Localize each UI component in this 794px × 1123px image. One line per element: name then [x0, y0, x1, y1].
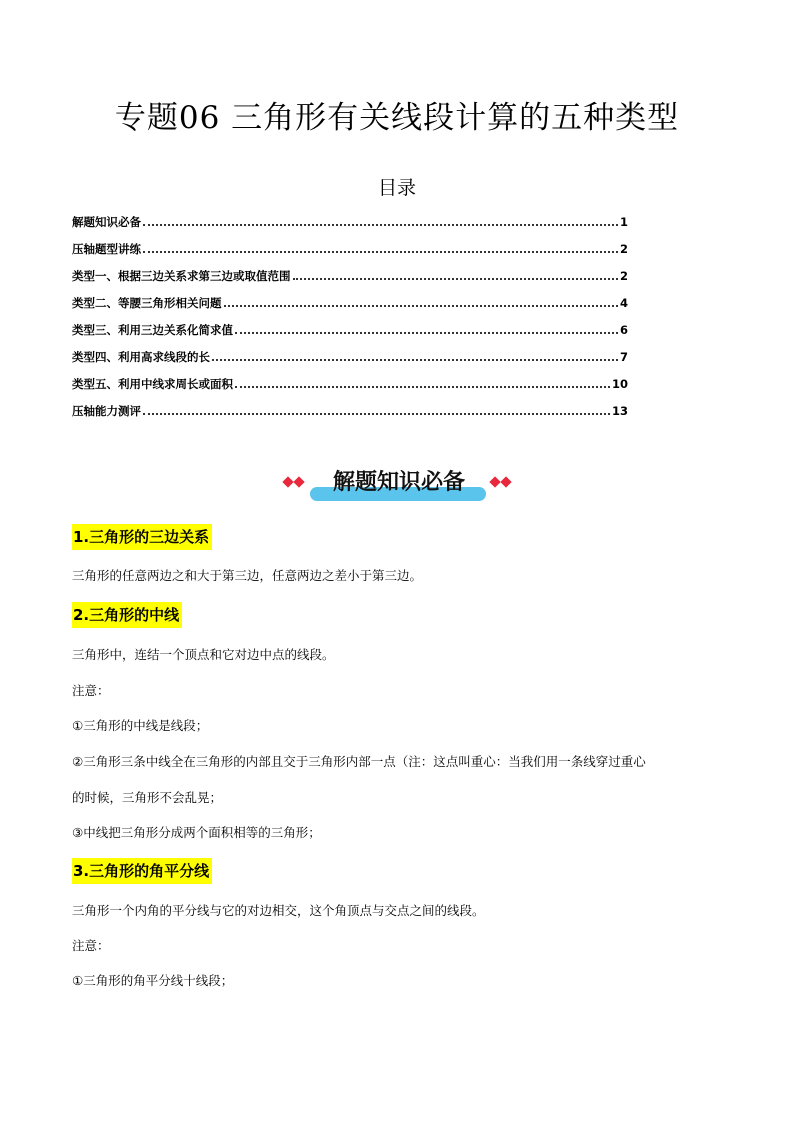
- toc-leader-dots: [224, 304, 618, 307]
- section-paragraph: ①三角形的角平分线十线段；: [72, 973, 234, 988]
- section-paragraph: 注意：: [72, 683, 110, 698]
- toc-entry-title: 类型四、利用高求线段的长: [72, 350, 210, 364]
- toc-entry-page: 10: [611, 377, 628, 391]
- toc-leader-dots: [143, 250, 618, 253]
- section-paragraph: ③中线把三角形分成两个面积相等的三角形；: [72, 825, 321, 840]
- toc-entry[interactable]: [72, 257, 628, 284]
- toc-entry-title: 类型一、根据三边关系求第三边或取值范围: [72, 269, 291, 283]
- section-paragraph: 注意：: [72, 938, 110, 953]
- section-paragraph: ②三角形三条中线全在三角形的内部且交于三角形内部一点（注：这点叫重心：当我们用一条线穿过重心: [72, 754, 646, 769]
- toc-entry-page: 2: [619, 269, 628, 283]
- section-heading: 1.三角形的三边关系: [72, 524, 212, 550]
- toc-leader-dots: [293, 277, 618, 280]
- toc-entry-page: 7: [619, 350, 628, 364]
- toc-entry-title: 解题知识必备: [72, 215, 141, 229]
- section-heading: 3.三角形的角平分线: [72, 858, 212, 884]
- toc-entry[interactable]: [72, 365, 628, 392]
- toc-leader-dots: [235, 385, 610, 388]
- toc-entry[interactable]: [72, 230, 628, 257]
- toc-entry-page: 1: [619, 215, 628, 229]
- toc-leader-dots: [235, 331, 618, 334]
- toc-entry-title: 压轴题型讲练: [72, 242, 141, 256]
- section-paragraph: 三角形一个内角的平分线与它的对边相交，这个角顶点与交点之间的线段。: [72, 903, 485, 918]
- toc-entry-page: 6: [619, 323, 628, 337]
- toc-entry-page: 4: [619, 296, 628, 310]
- section-paragraph: 的时候，三角形不会乱晃；: [72, 790, 223, 805]
- toc-entry[interactable]: [72, 203, 628, 230]
- section-paragraph: 三角形中，连结一个顶点和它对边中点的线段。: [72, 647, 335, 662]
- diamond-ornament-icon: [489, 476, 515, 490]
- section-paragraph: ①三角形的中线是线段；: [72, 718, 209, 733]
- toc-entry-title: 类型二、等腰三角形相关问题: [72, 296, 222, 310]
- section-banner: [282, 467, 516, 503]
- toc-entry[interactable]: [72, 311, 628, 338]
- toc-entry[interactable]: [72, 284, 628, 311]
- section-heading: 2.三角形的中线: [72, 602, 182, 628]
- toc-entry-page: 13: [611, 404, 628, 418]
- toc-entry-title: 类型五、利用中线求周长或面积: [72, 377, 233, 391]
- toc-leader-dots: [143, 412, 610, 415]
- table-of-contents: [72, 203, 628, 419]
- toc-entry-title: 类型三、利用三边关系化简求值: [72, 323, 233, 337]
- toc-entry-page: 2: [619, 242, 628, 256]
- toc-entry[interactable]: [72, 338, 628, 365]
- toc-heading: 目录: [377, 177, 416, 199]
- banner-label: 解题知识必备: [332, 470, 465, 495]
- toc-leader-dots: [143, 223, 618, 226]
- section-paragraph: 三角形的任意两边之和大于第三边，任意两边之差小于第三边。: [72, 568, 423, 583]
- toc-entry-title: 压轴能力测评: [72, 404, 141, 418]
- toc-leader-dots: [212, 358, 618, 361]
- toc-entry[interactable]: [72, 392, 628, 419]
- page-title: 专题06 三角形有关线段计算的五种类型: [114, 100, 680, 136]
